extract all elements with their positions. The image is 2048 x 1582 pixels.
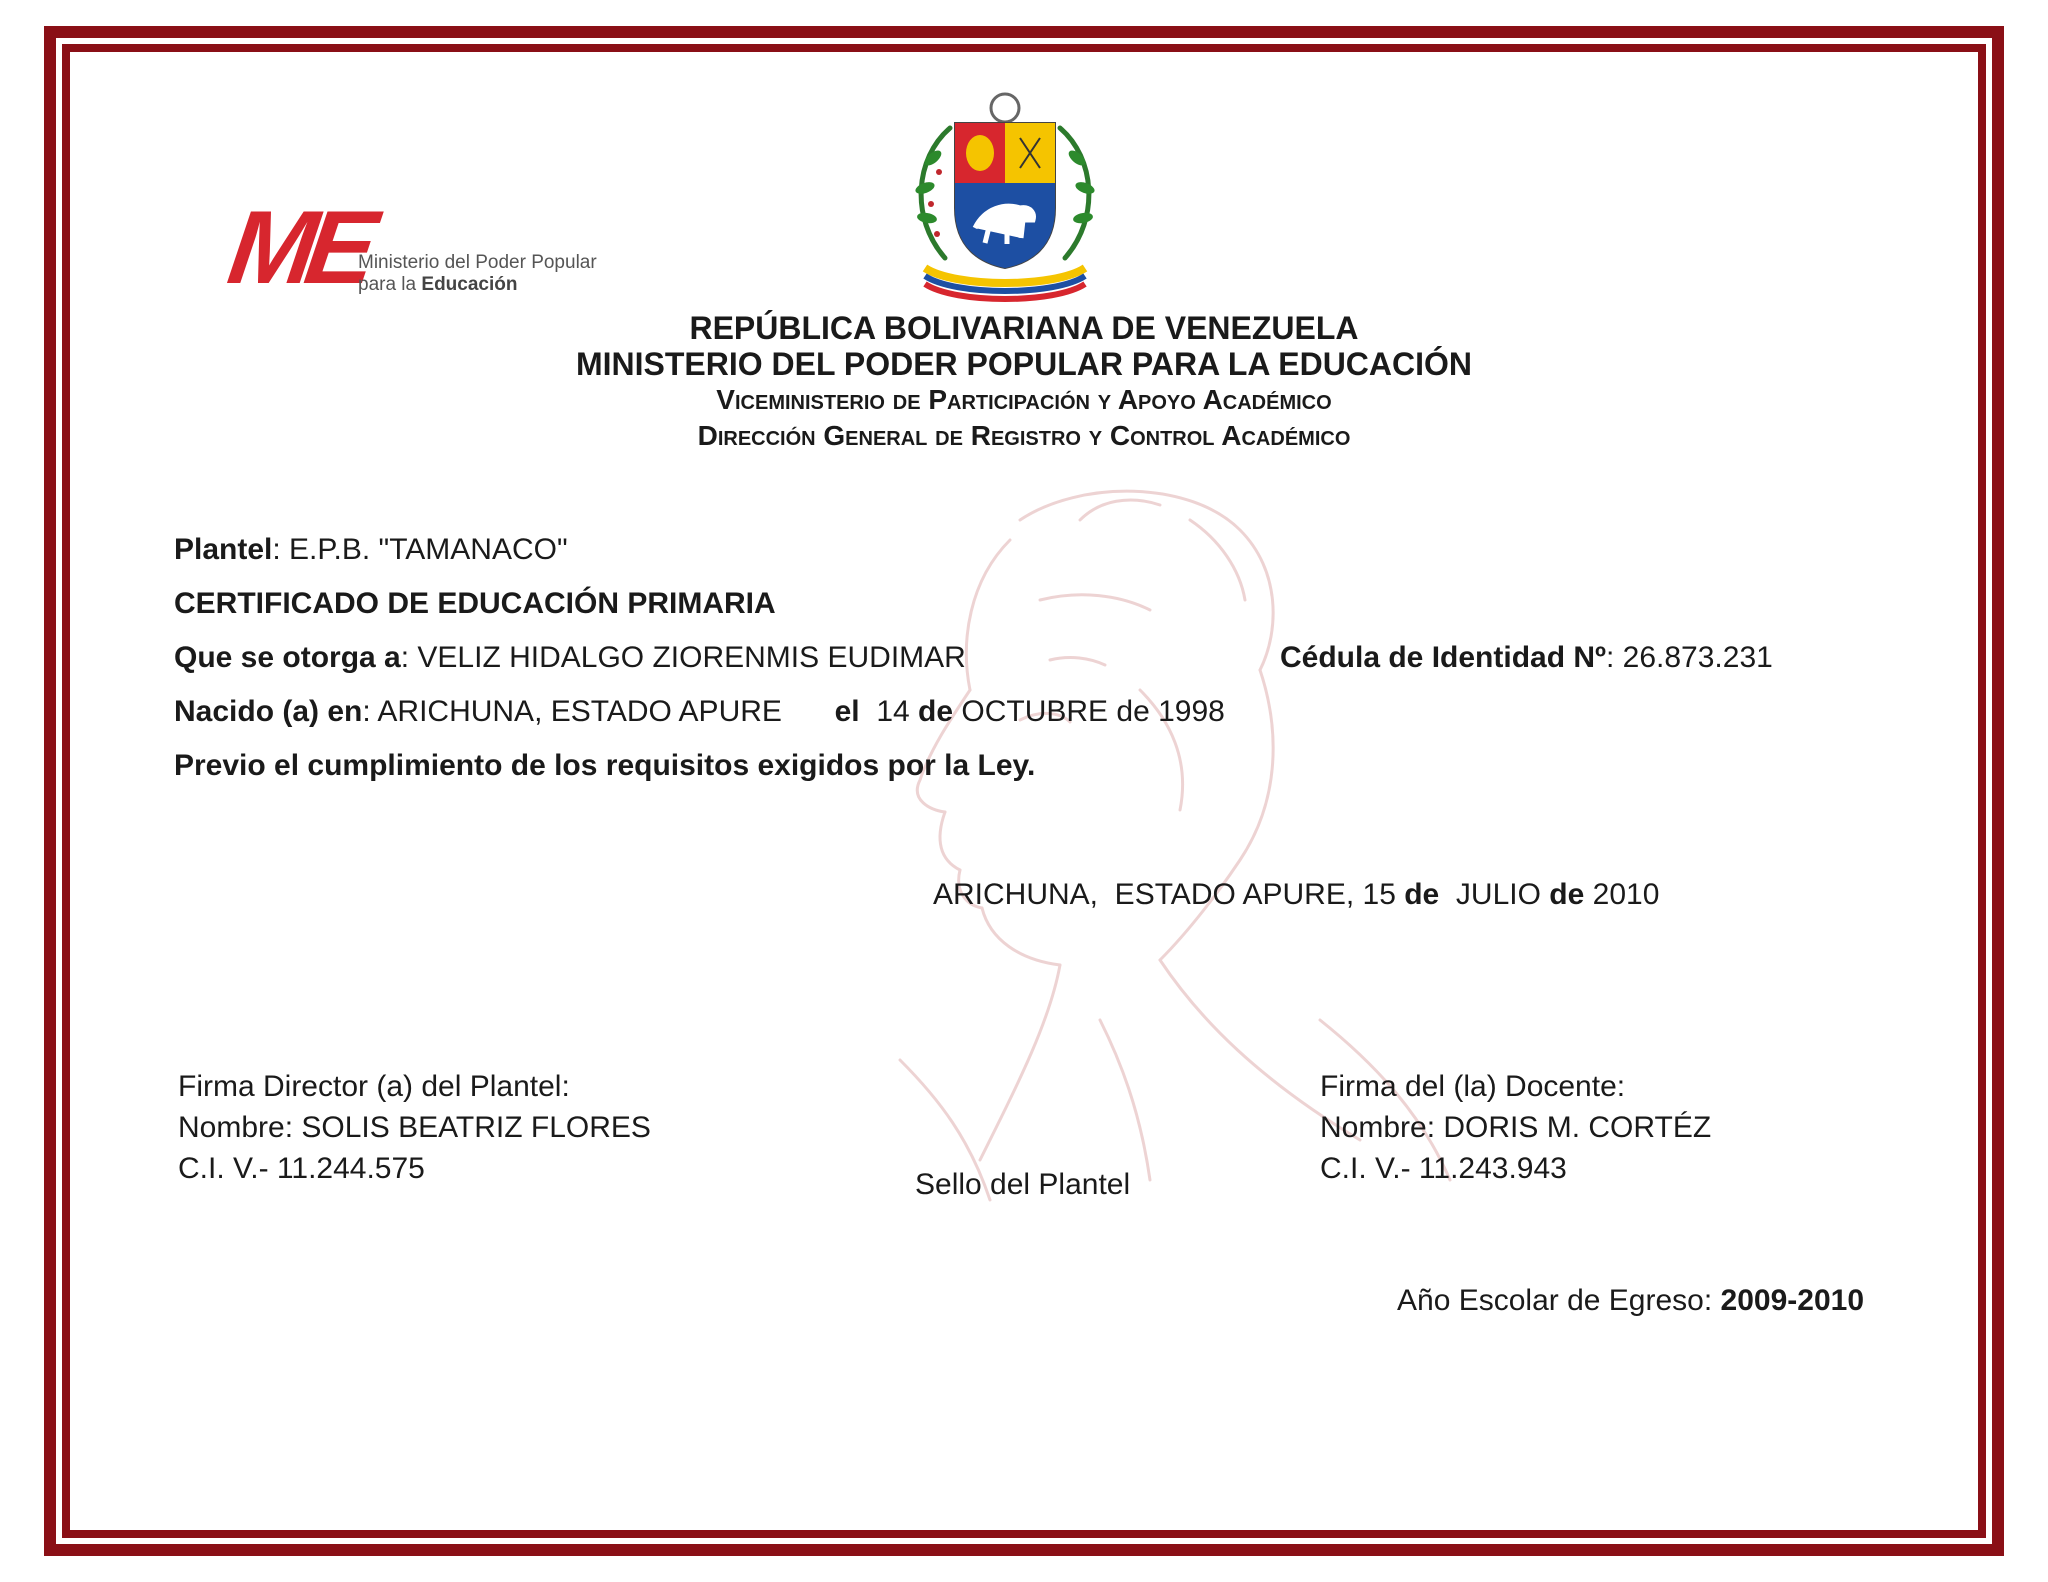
recipient-label: Que se otorga a [174,641,401,674]
school-year-value: 2009-2010 [1720,1284,1864,1317]
ministry-logo-caption [358,252,597,296]
document-header [0,310,2048,454]
birth-day: 14 [876,695,910,728]
requirement-line [174,748,1035,784]
director-signature-label: Firma Director (a) del Plantel: [178,1070,570,1103]
issue-year: 2010 [1592,878,1660,911]
header-direction: Dirección General de Registro y Control Académico [697,420,1351,451]
teacher-signature-label: Firma del (la) Docente: [1320,1070,1626,1103]
header-ministry: MINISTERIO DEL PODER POPULAR PARA LA EDUCACIÓN [575,346,1473,382]
issue-de1: de [1404,878,1440,911]
cedula-label: Cédula de Identidad Nº [1280,641,1606,674]
birth-month-year: OCTUBRE de 1998 [961,695,1225,728]
birth-de-label: de [918,695,954,728]
logo-caption-line1: Ministerio del Poder Popular [358,252,597,273]
logo-caption-bold: Educación [421,274,518,295]
certificate-title-text: CERTIFICADO DE EDUCACIÓN PRIMARIA [174,587,776,620]
teacher-signature-block [1320,1066,1711,1189]
me-logo-mark: ME [221,190,375,306]
plantel-line: Plantel: E.P.B. "TAMANACO" [174,533,568,566]
issue-place: ARICHUNA, ESTADO APURE, 15 [933,878,1396,911]
school-year-label: Año Escolar de Egreso: [1397,1284,1713,1317]
requirement-text: Previo el cumplimiento de los requisitos exigidos por la Ley. [174,749,1036,782]
birth-place: ARICHUNA, ESTADO APURE [377,695,782,728]
recipient-value: VELIZ HIDALGO ZIORENMIS EUDIMAR [417,641,966,674]
header-republic: REPÚBLICA BOLIVARIANA DE VENEZUELA [689,310,1359,346]
cedula-value: 26.873.231 [1622,641,1773,674]
issue-month: JULIO [1455,878,1541,911]
teacher-id: C.I. V.- 11.243.943 [1320,1152,1567,1185]
issue-date-line [933,877,1659,913]
birth-el-label: el [834,695,860,728]
director-id: C.I. V.- 11.244.575 [178,1152,425,1185]
venezuela-coat-of-arms-icon [895,88,1115,308]
teacher-name: Nombre: DORIS M. CORTÉZ [1320,1111,1712,1144]
plantel-value: E.P.B. "TAMANACO" [289,533,568,566]
seal-label: Sello del Plantel [915,1168,1131,1201]
plantel-label: Plantel [174,533,273,566]
director-name: Nombre: SOLIS BEATRIZ FLORES [178,1111,651,1144]
recipient-line: Que se otorga a: VELIZ HIDALGO ZIORENMIS EUDIMAR [174,641,966,674]
birth-label: Nacido (a) en [174,695,363,728]
ministry-logo [221,190,610,310]
birth-line: Nacido (a) en: ARICHUNA, ESTADO APURE el 14 de OCTUBRE de 1998 [174,695,1225,728]
certificate-title [174,586,776,622]
director-signature-block [178,1066,651,1189]
header-viceministry: Viceministerio de Participación y Apoyo Académico [716,384,1332,415]
school-year-line [1397,1280,1864,1321]
logo-caption-line2 [358,274,597,296]
logo-caption-prefix: para la [358,274,417,295]
issue-de2: de [1549,878,1585,911]
cedula-line: Cédula de Identidad Nº: 26.873.231 [1280,641,1773,674]
